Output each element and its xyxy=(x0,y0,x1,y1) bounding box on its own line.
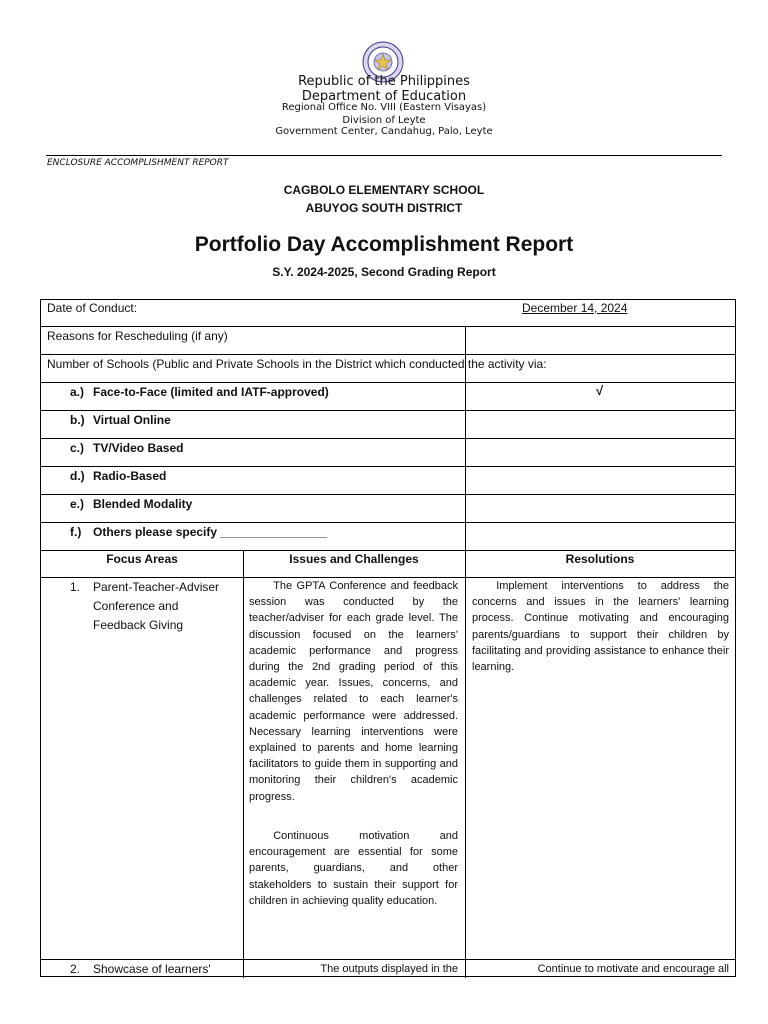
header-region: Regional Office No. VIII (Eastern Visayas) xyxy=(281,102,487,113)
report-subtitle: S.Y. 2024-2025, Second Grading Report xyxy=(272,265,496,279)
issues-paragraph: The GPTA Conference and feedback session was conducted by the teacher/adviser for each grade level. The discussion focused on the learners' academic performance and progress during the 2nd grading period of this academic year. Issues, concerns, and challenges related to each learner's academic performance were addressed. Necessary learning interventions were explained to parents and home learning facilitators to guide them in supporting and monitoring their children's academic progress. xyxy=(249,580,458,803)
header-republic: Republic of the Philippines xyxy=(298,74,470,89)
col-header-issues: Issues and Challenges xyxy=(289,552,419,566)
issues-paragraph: The outputs displayed in the xyxy=(320,963,458,975)
resolution-paragraph: Implement interventions to address the concerns and issues in the learners' learning process. Continue motivating and encouraging parents/guardians to support their children by facilitating and providing assistance to enhance their learning. xyxy=(472,580,729,674)
issues-paragraph: Continuous motivation and encouragement are essential for some parents, guardians, and other stakeholders to sustain their support for children in achieving quality education. xyxy=(249,830,458,907)
mode-label: Others please specify ________________ xyxy=(93,525,328,539)
mode-label: Blended Modality xyxy=(93,497,193,511)
resolution-paragraph: Continue to motivate and encourage all xyxy=(537,963,729,975)
header-divider xyxy=(46,155,722,156)
mode-letter: c.) xyxy=(70,441,85,455)
header-department: Department of Education xyxy=(301,89,467,104)
mode-label: Virtual Online xyxy=(93,413,171,427)
resched-label: Reasons for Rescheduling (if any) xyxy=(47,329,228,343)
mode-label: Radio-Based xyxy=(93,469,167,483)
report-table xyxy=(40,299,736,977)
enclosure-label: ENCLOSURE ACCOMPLISHMENT REPORT xyxy=(47,158,229,168)
mode-letter: f.) xyxy=(70,525,82,539)
col-header-resolutions: Resolutions xyxy=(565,552,635,566)
date-label: Date of Conduct: xyxy=(47,301,138,315)
header-address: Government Center, Candahug, Palo, Leyte xyxy=(275,126,493,137)
mode-letter: a.) xyxy=(70,385,85,399)
report-title: Portfolio Day Accomplishment Report xyxy=(194,233,574,256)
focus-number: 1. xyxy=(70,580,81,594)
col-header-focus: Focus Areas xyxy=(106,552,178,566)
mode-letter: b.) xyxy=(70,413,85,427)
focus-area: Parent-Teacher-Adviser Conference and Feedback Giving xyxy=(93,580,220,632)
date-value: December 14, 2024 xyxy=(522,301,628,315)
school-district: ABUYOG SOUTH DISTRICT xyxy=(305,201,463,215)
schools-label: Number of Schools (Public and Private Schools in the District which conducted the activity via: xyxy=(47,357,547,371)
mode-letter: e.) xyxy=(70,497,85,511)
checkmark-icon: √ xyxy=(596,383,604,398)
mode-label: TV/Video Based xyxy=(93,441,184,455)
focus-number: 2. xyxy=(70,962,81,976)
mode-letter: d.) xyxy=(70,469,85,483)
school-name: CAGBOLO ELEMENTARY SCHOOL xyxy=(283,183,485,197)
mode-label: Face-to-Face (limited and IATF-approved) xyxy=(93,385,329,399)
focus-area: Showcase of learners' xyxy=(93,962,211,976)
header-division: Division of Leyte xyxy=(342,115,426,126)
